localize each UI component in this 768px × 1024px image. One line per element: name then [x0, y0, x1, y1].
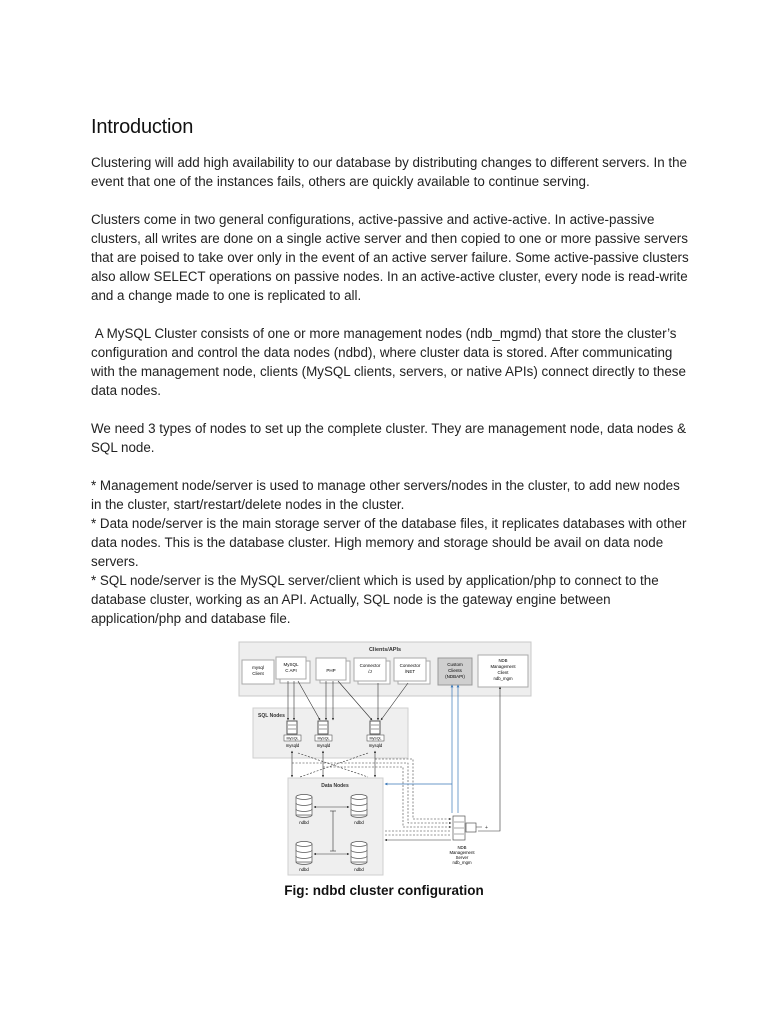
clients-title: Clients/APIs — [368, 647, 402, 653]
svg-text:NDB: NDB — [498, 658, 508, 663]
svg-text:mysqld: mysqld — [368, 743, 383, 748]
cluster-diagram-svg — [238, 641, 532, 877]
figure-caption: Fig: ndbd cluster configuration — [284, 883, 484, 898]
svg-text:ndbd: ndbd — [354, 820, 364, 825]
svg-text:Custom: Custom — [447, 662, 463, 667]
paragraph-2: Clusters come in two general configurations, active-passive and active-active. In active-passive clusters, all writes are done on a single active server and then copied to one or more passive servers that are poised to take over only in the event of an active server failure. Some active-passive clusters also allow SELECT operations on passive nodes. In an active-active cluster, every node is read-write and a change made to one is replicated to all. — [91, 212, 689, 303]
bullet-sql-node: * SQL node/server is the MySQL server/client which is used by application/php to connect to the database cluster, working as an API. Actually, SQL node is the gateway engine between application/php and database file. — [91, 573, 659, 626]
svg-text:MySQL: MySQL — [286, 736, 299, 741]
mgm-client-connector — [478, 687, 500, 831]
client-connector-net — [394, 658, 430, 684]
svg-text:MySQL: MySQL — [317, 736, 330, 741]
svg-text:/J: /J — [368, 669, 372, 674]
paragraph-3: A MySQL Cluster consists of one or more management nodes (ndb_mgmd) that store the cluster’s configuration and control the data nodes (ndbd), where cluster data is stored. After communicating with the management node, clients (MySQL clients, servers, or native APIs) connect directly to these data nodes. — [91, 326, 690, 398]
client-custom-ndbapi — [438, 658, 472, 685]
sql-nodes-title: SQL Nodes — [258, 713, 285, 719]
svg-text:ndb_mgm: ndb_mgm — [452, 860, 472, 865]
svg-text:Connector: Connector — [399, 663, 421, 668]
bullet-data-node: * Data node/server is the main storage server of the database files, it replicates databases with other data nodes. This is the database cluster. High memory and storage should be avail on data node servers. — [91, 516, 687, 569]
svg-text:mysqld: mysqld — [285, 743, 300, 748]
svg-text:ndbd: ndbd — [299, 867, 309, 872]
svg-text:Clients: Clients — [448, 668, 462, 673]
svg-text:mysql: mysql — [252, 665, 264, 670]
svg-text:Client: Client — [252, 671, 264, 676]
svg-text:C API: C API — [285, 668, 297, 673]
bullet-management-node: * Management node/server is used to manage other servers/nodes in the cluster, to add new nodes in the cluster, start/restart/delete nodes in the cluster. — [91, 478, 680, 512]
page-title: Introduction — [91, 116, 194, 138]
cluster-diagram — [238, 641, 532, 877]
client-ndb-management — [478, 655, 528, 687]
svg-text:ndb_mgm: ndb_mgm — [493, 676, 513, 681]
svg-text:MySQL: MySQL — [369, 736, 382, 741]
client-connector-j — [354, 658, 390, 684]
svg-text:Connector: Connector — [359, 663, 381, 668]
svg-text:Management: Management — [490, 664, 516, 669]
svg-text:(NDBAPI): (NDBAPI) — [445, 674, 465, 679]
paragraph-4: We need 3 types of nodes to set up the complete cluster. They are management node, data nodes & SQL node. — [91, 421, 687, 455]
svg-text:ndbd: ndbd — [354, 867, 364, 872]
svg-text:/NET: /NET — [404, 669, 416, 674]
data-nodes-title: Data Nodes — [321, 783, 349, 789]
svg-text:+: + — [485, 825, 488, 831]
paragraph-1: Clustering will add high availability to our database by distributing changes to different servers. In the event that one of the instances fails, others are quickly available to continue serving. — [91, 155, 687, 189]
svg-text:Server: Server — [455, 855, 469, 860]
client-mysql-c-api — [276, 657, 310, 683]
document-body — [91, 116, 691, 628]
client-mysql — [242, 660, 274, 684]
svg-text:mysqld: mysqld — [316, 743, 331, 748]
svg-text:PHP: PHP — [326, 668, 336, 673]
ndb-management-server — [449, 816, 488, 865]
svg-text:Client: Client — [497, 670, 509, 675]
client-php — [316, 658, 350, 683]
svg-text:ndbd: ndbd — [299, 820, 309, 825]
svg-text:MySQL: MySQL — [283, 662, 299, 667]
svg-text:Management: Management — [449, 850, 475, 855]
svg-text:NDB: NDB — [457, 845, 467, 850]
